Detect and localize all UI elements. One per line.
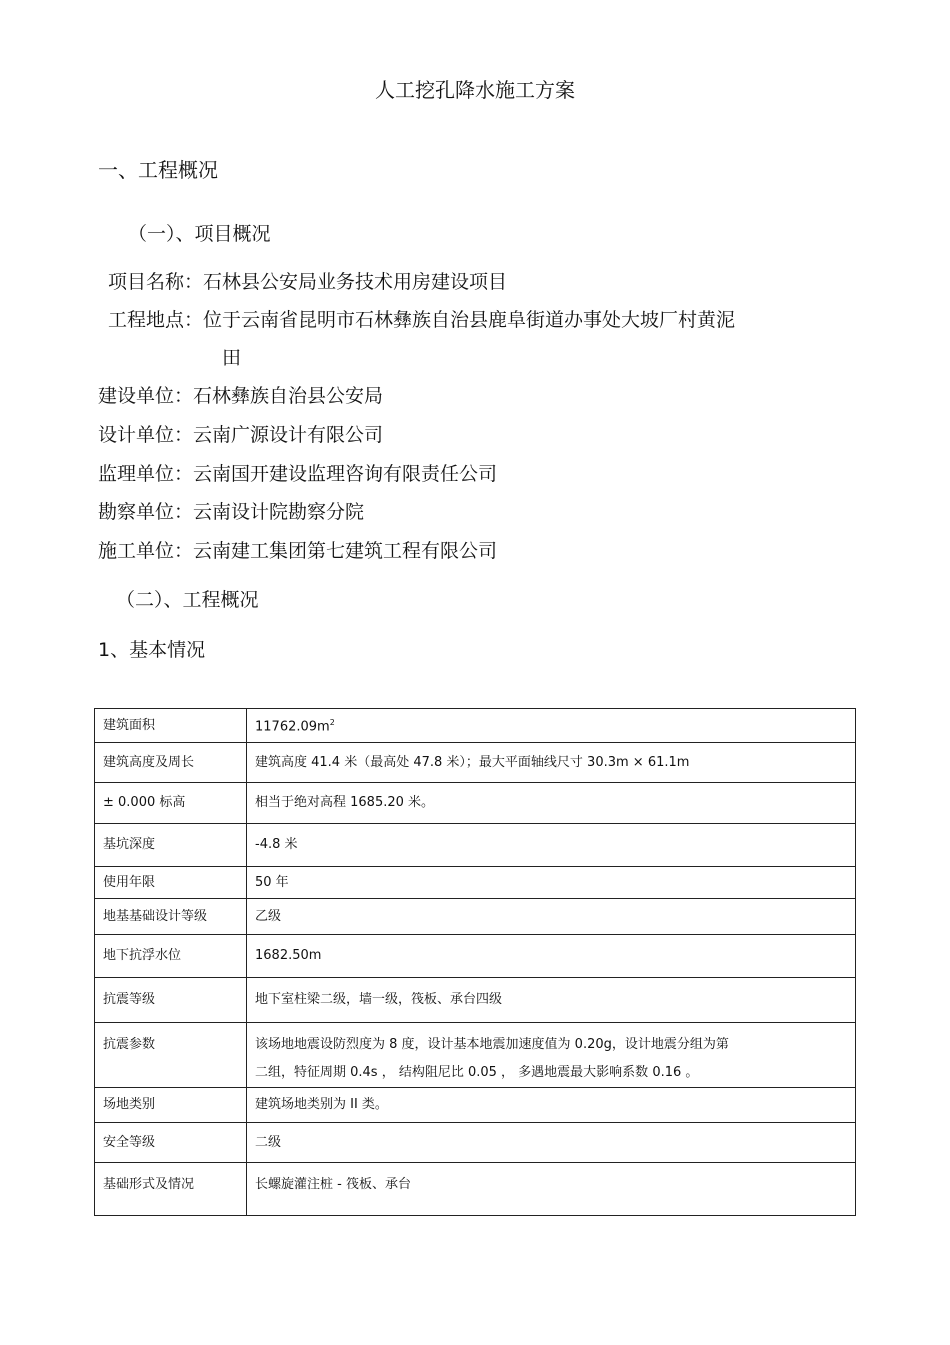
project-location: 工程地点：位于云南省昆明市石林彝族自治县鹿阜街道办事处大坡厂村黄泥 [108, 309, 736, 331]
construction-unit: 建设单位：石林彝族自治县公安局 [98, 385, 384, 407]
table-row [95, 1023, 856, 1088]
table-value: 乙级 [247, 899, 856, 935]
project-name: 项目名称：石林县公安局业务技术用房建设项目 [108, 271, 508, 293]
table-key: 使用年限 [95, 867, 247, 899]
table-value [247, 709, 856, 743]
subsection-heading-project: （一）、项目概况 [128, 223, 271, 245]
table-row [95, 1123, 856, 1163]
table-key: 建筑面积 [95, 709, 247, 743]
table-value: 建筑场地类别为 II 类。 [247, 1088, 856, 1123]
table-row [95, 978, 856, 1023]
table-value: 长螺旋灌注桩 - 筏板、承台 [247, 1163, 856, 1216]
table-row [95, 743, 856, 783]
table-row [95, 709, 856, 743]
table-value [247, 1023, 856, 1088]
design-unit: 设计单位：云南广源设计有限公司 [98, 424, 384, 446]
table-key: 抗震参数 [95, 1023, 247, 1088]
seismic-params-line-2: 二组，特征周期 0.4s ， 结构阻尼比 0.05 ， 多遇地震最大影响系数 0.16 。 [255, 1065, 699, 1080]
table-key: 地下抗浮水位 [95, 935, 247, 978]
document-title: 人工挖孔降水施工方案 [375, 78, 575, 102]
table-value: 50 年 [247, 867, 856, 899]
table-row [95, 867, 856, 899]
table-value: 相当于绝对高程 1685.20 米。 [247, 783, 856, 824]
table-key: 建筑高度及周长 [95, 743, 247, 783]
table-key: 基坑深度 [95, 824, 247, 867]
table-row [95, 1163, 856, 1216]
table-key: 场地类别 [95, 1088, 247, 1123]
section-heading-overview: 一、工程概况 [98, 158, 218, 182]
table-value: -4.8 米 [247, 824, 856, 867]
project-location-continued: 田 [222, 347, 242, 369]
table-value: 地下室柱梁二级，墙一级，筏板、承台四级 [247, 978, 856, 1023]
subsection-heading-engineering: （二）、工程概况 [116, 589, 259, 611]
survey-unit: 勘察单位：云南设计院勘察分院 [98, 501, 365, 523]
table-value: 1682.50m [247, 935, 856, 978]
table-row [95, 824, 856, 867]
table-row [95, 783, 856, 824]
seismic-params-line-1: 该场地地震设防烈度为 8 度，设计基本地震加速度值为 0.20g，设计地震分组为第 [255, 1037, 729, 1052]
basic-info-table [94, 708, 856, 1216]
table-row [95, 935, 856, 978]
table-value: 建筑高度 41.4 米（最高处 47.8 米）；最大平面轴线尺寸 30.3m × 61.1m [247, 743, 856, 783]
contractor-unit: 施工单位：云南建工集团第七建筑工程有限公司 [98, 540, 498, 562]
table-value: 二级 [247, 1123, 856, 1163]
table-row [95, 1088, 856, 1123]
area-value: 11762.09m [255, 719, 330, 735]
table-key: 抗震等级 [95, 978, 247, 1023]
table-row [95, 899, 856, 935]
supervision-unit: 监理单位：云南国开建设监理咨询有限责任公司 [98, 463, 498, 485]
area-unit-exponent: 2 [329, 718, 335, 728]
table-key: 地基基础设计等级 [95, 899, 247, 935]
table-key: ± 0.000 标高 [95, 783, 247, 824]
subsection-heading-basic-info: 1、基本情况 [98, 639, 206, 661]
table-key: 基础形式及情况 [95, 1163, 247, 1216]
table-key: 安全等级 [95, 1123, 247, 1163]
